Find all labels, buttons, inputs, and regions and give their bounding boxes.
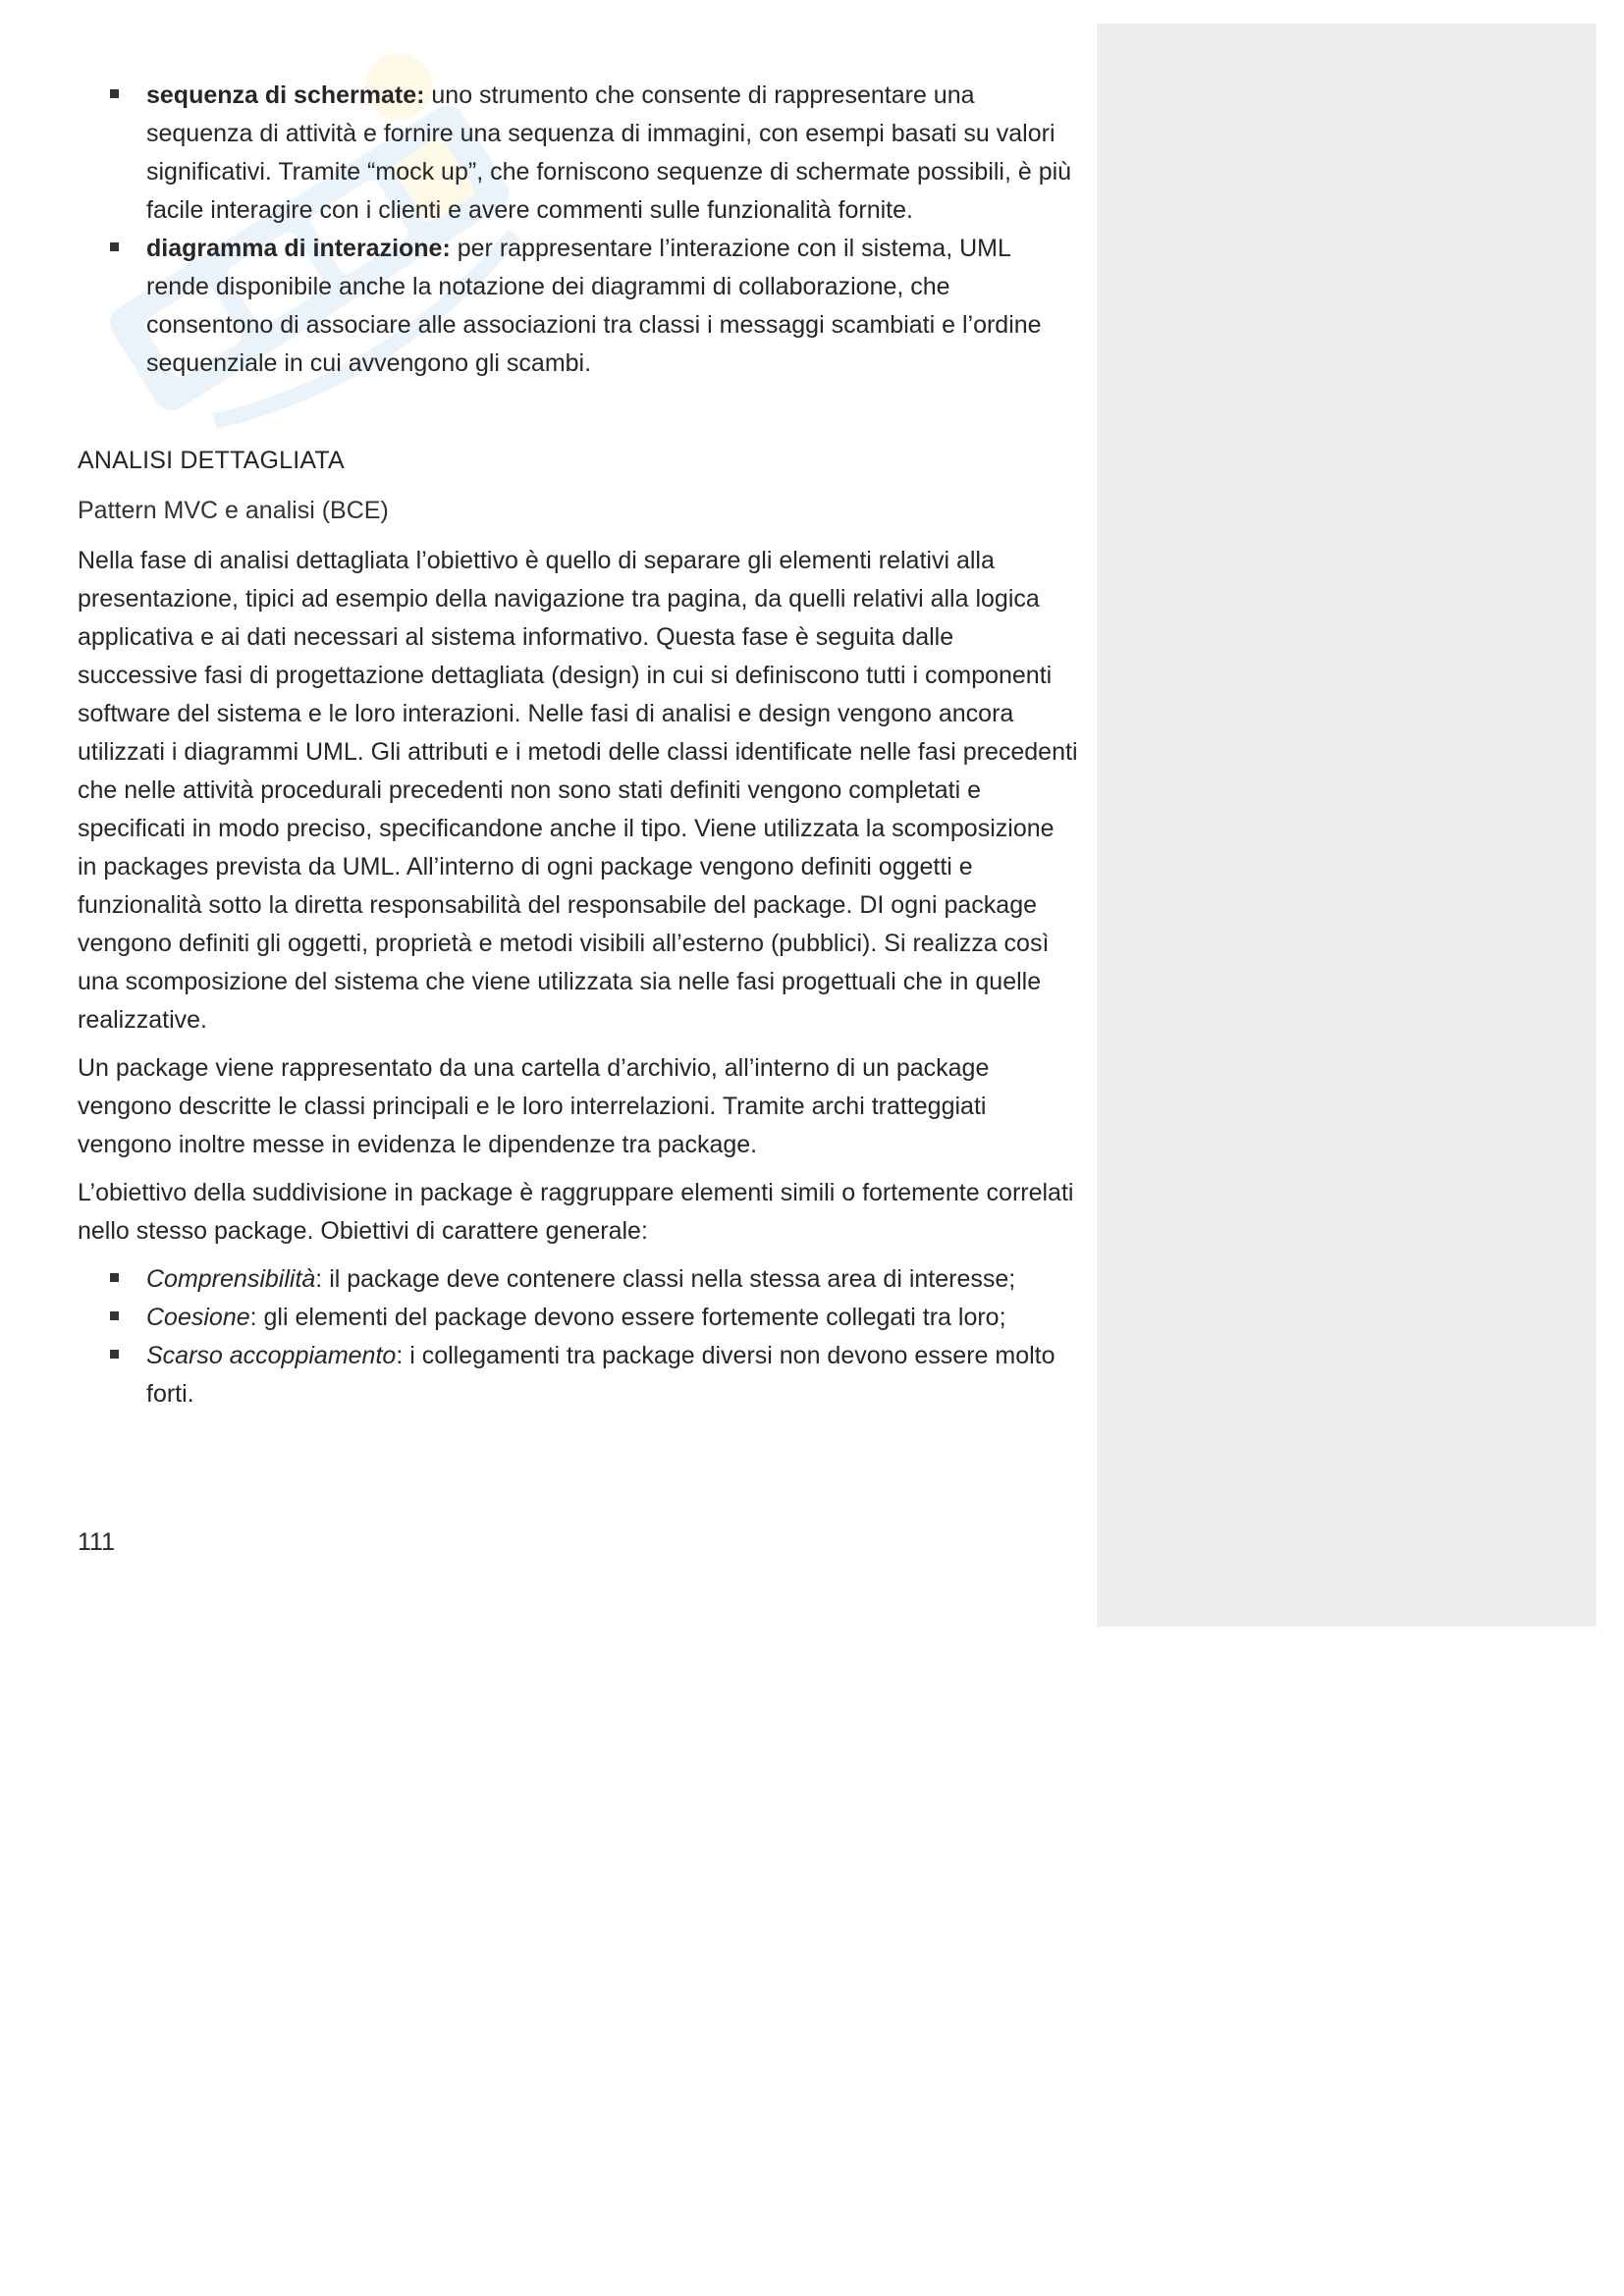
square-bullet-icon xyxy=(110,1350,119,1359)
paragraph-package: Un package viene rappresentato da una cartella d’archivio, all’interno di un package vengono descritte le classi principali e le loro interrelazioni. Tramite archi tratteggiati vengono inoltre messe in evidenza le dipendenze tra package. xyxy=(78,1054,990,1158)
list-item-term: Comprensibilità xyxy=(146,1265,316,1293)
list-item-coesione xyxy=(78,1299,1079,1337)
paragraph-analisi: Nella fase di analisi dettagliata l’obiettivo è quello di separare gli elementi relativi alla presentazione, tipici ad esempio della navigazione tra pagina, da quelli relativi alla logica applicativa e ai dati necessari al sistema informativo. Questa fase è seguita dalle successive fasi di progettazione dettagliata (design) in cui si definiscono tutti i componenti software del sistema e le loro interazioni. Nelle fasi di analisi e design vengono ancora utilizzati i diagrammi UML. Gli attributi e i metodi delle classi identificate nelle fasi precedenti che nelle attività procedurali precedenti non sono stati definiti vengono completati e specificati in modo preciso, specificandone anche il tipo. Viene utilizzata la scomposizione in packages prevista da UML. All’interno di ogni package vengono definiti oggetti e funzionalità sotto la diretta responsabilità del responsabile del package. DI ogni package vengono definiti gli oggetti, proprietà e metodi visibili all’esterno (pubblici). Si realizza così una scomposizione del sistema che viene utilizzata sia nelle fasi progettuali che in quelle realizzative. xyxy=(78,547,1078,1034)
list-item-term: sequenza di schermate: xyxy=(146,81,425,109)
document-content xyxy=(78,77,1079,1414)
square-bullet-icon xyxy=(110,1273,119,1282)
list-item-text: per rappresentare l’interazione con il sistema, UML rende disponibile anche la notazione dei diagrammi di collaborazione, che consentono di associare alle associazioni tra classi i messaggi scambiati e l’ordine sequenziale in cui avvengono gli scambi. xyxy=(146,235,1042,377)
bullet-list-top xyxy=(78,77,1079,383)
list-item-scarso-accoppiamento xyxy=(78,1337,1079,1414)
list-item-text: : gli elementi del package devono essere fortemente collegati tra loro; xyxy=(249,1304,1006,1331)
bullet-list-bottom xyxy=(78,1260,1079,1414)
list-item-sequenza-di-schermate xyxy=(78,77,1079,230)
list-item-term: diagramma di interazione: xyxy=(146,235,451,262)
square-bullet-icon xyxy=(110,1311,119,1320)
subsection-heading: Pattern MVC e analisi (BCE) xyxy=(78,497,389,524)
section-heading: ANALISI DETTAGLIATA xyxy=(78,447,345,474)
list-item-text: uno strumento che consente di rappresentare una sequenza di attività e fornire una sequenza di immagini, con esempi basati su valori significativi. Tramite “mock up”, che forniscono sequenze di schermate possibili, è più facile interagire con i clienti e avere commenti sulle funzionalità fornite. xyxy=(146,81,1072,224)
list-item-text: : i collegamenti tra package diversi non devono essere molto forti. xyxy=(146,1342,1056,1408)
square-bullet-icon xyxy=(110,242,119,251)
list-item-text: : il package deve contenere classi nella stessa area di interesse; xyxy=(315,1265,1016,1293)
sidebar-panel xyxy=(1097,24,1597,1627)
paragraph-obiettivo: L’obiettivo della suddivisione in package è raggruppare elementi simili o fortemente correlati nello stesso package. Obiettivi di carattere generale: xyxy=(78,1179,1074,1245)
list-item-term: Coesione xyxy=(146,1304,250,1331)
square-bullet-icon xyxy=(110,89,119,98)
list-item-term: Scarso accoppiamento xyxy=(146,1342,397,1369)
list-item-comprensibilita xyxy=(78,1260,1079,1299)
list-item-diagramma-di-interazione xyxy=(78,230,1079,383)
page-number: 111 xyxy=(78,1528,116,1556)
